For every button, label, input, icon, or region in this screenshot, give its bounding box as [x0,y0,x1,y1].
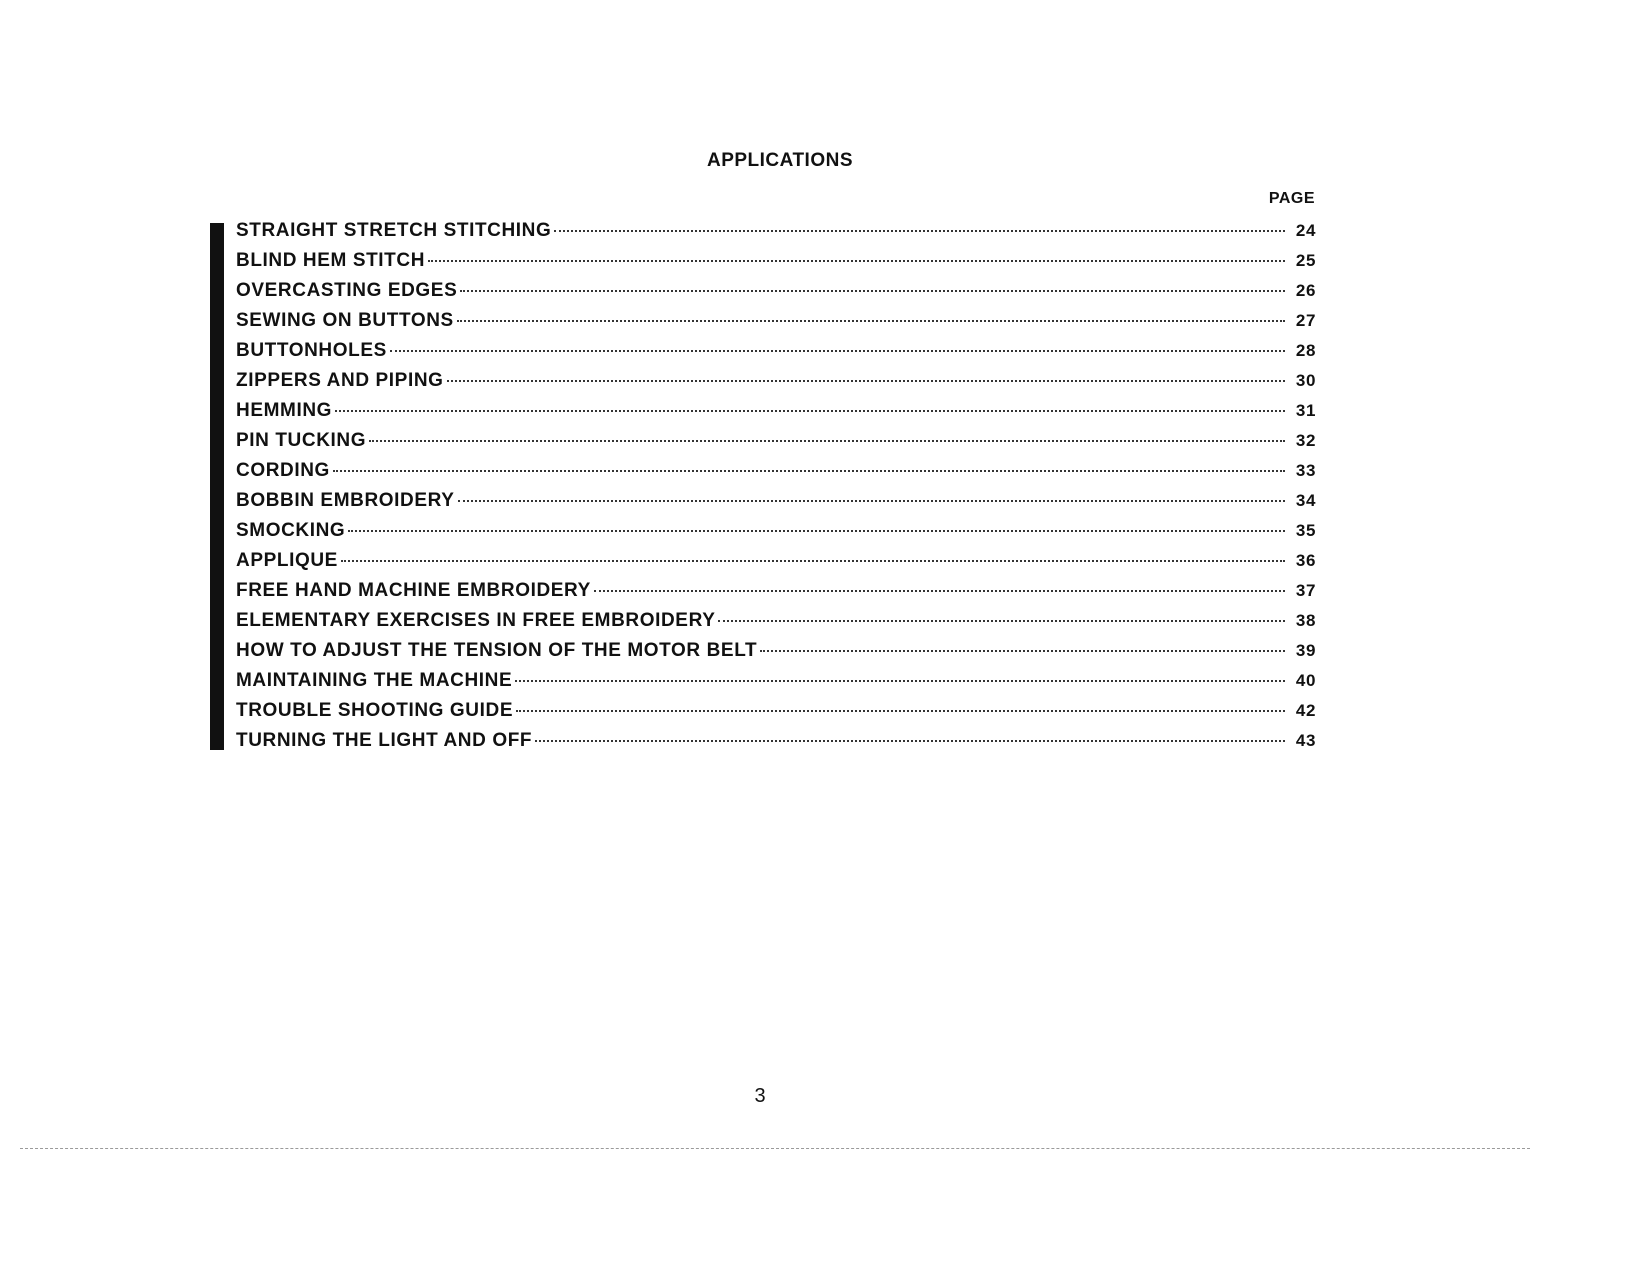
toc-entry-label: PIN TUCKING [236,430,367,451]
toc-entry-label: FREE HAND MACHINE EMBROIDERY [236,580,591,601]
toc-entry [236,280,1316,310]
toc-entry [236,520,1316,550]
toc-entry-label: APPLIQUE [236,550,338,571]
toc-entry [236,580,1316,610]
dot-leader [515,680,1285,682]
dot-leader [760,650,1285,652]
dot-leader [348,530,1285,532]
dot-leader [594,590,1285,592]
toc-entry-label: MAINTAINING THE MACHINE [236,670,513,691]
toc-entry [236,250,1316,280]
dot-leader [535,740,1285,742]
dot-leader [341,560,1285,562]
toc-entry-page: 30 [1295,371,1316,390]
dot-leader [458,500,1285,502]
toc-entry-page: 24 [1295,221,1316,240]
toc-entry-label: CORDING [236,460,330,481]
toc-entry [236,730,1316,760]
toc-entry [236,430,1316,460]
toc-entry-page: 35 [1295,521,1316,540]
toc-entry-page: 25 [1295,251,1316,270]
dot-leader [333,470,1285,472]
dot-leader [516,710,1285,712]
dot-leader [718,620,1285,622]
scan-artifact-line [20,1148,1530,1149]
dot-leader [369,440,1285,442]
toc-entry-page: 39 [1295,641,1316,660]
toc-entry [236,670,1316,700]
toc-entry-label: BUTTONHOLES [236,340,387,361]
toc-entry [236,400,1316,430]
toc-entry [236,550,1316,580]
toc-entry-page: 43 [1295,731,1316,750]
toc-entry-label: HEMMING [236,400,333,421]
dot-leader [447,380,1285,382]
toc-entry [236,610,1316,640]
toc-entry [236,700,1316,730]
dot-leader [428,260,1285,262]
toc-entry [236,310,1316,340]
page-title: APPLICATIONS [706,150,854,171]
dot-leader [335,410,1285,412]
toc-entry-label: BOBBIN EMBROIDERY [236,490,455,511]
toc-entry-label: HOW TO ADJUST THE TENSION OF THE MOTOR BELT [236,640,758,661]
toc-entry-page: 33 [1295,461,1316,480]
toc-entry-label: SEWING ON BUTTONS [236,310,454,331]
toc-entry [236,370,1316,400]
toc-entry-label: TROUBLE SHOOTING GUIDE [236,700,514,721]
toc-entry-page: 34 [1295,491,1316,510]
toc-entry-page: 38 [1295,611,1316,630]
toc-entry-page: 42 [1295,701,1316,720]
toc-entry-page: 32 [1295,431,1316,450]
toc-entry-label: SMOCKING [236,520,346,541]
toc-entry-label: OVERCASTING EDGES [236,280,458,301]
toc-entry-page: 40 [1295,671,1316,690]
dot-leader [457,320,1285,322]
toc-entry-page: 28 [1295,341,1316,360]
section-marker-bar [210,223,224,750]
toc-entry-label: STRAIGHT STRETCH STITCHING [236,220,552,241]
toc-entry [236,220,1316,250]
page-column-header: PAGE [1268,190,1315,207]
toc-entry-page: 27 [1295,311,1316,330]
toc-entry-page: 31 [1295,401,1316,420]
toc-entry-page: 36 [1295,551,1316,570]
toc-entry [236,460,1316,490]
toc-entry [236,640,1316,670]
toc-entry-page: 26 [1295,281,1316,300]
toc-entry [236,340,1316,370]
toc-entry [236,490,1316,520]
toc-entry-label: ELEMENTARY EXERCISES IN FREE EMBROIDERY [236,610,716,631]
toc-entry-label: TURNING THE LIGHT AND OFF [236,730,533,751]
dot-leader [554,230,1285,232]
toc-entry-page: 37 [1295,581,1316,600]
footer-page-number: 3 [754,1085,766,1107]
toc-entry-label: ZIPPERS AND PIPING [236,370,444,391]
table-of-contents [236,220,1316,760]
dot-leader [390,350,1285,352]
toc-entry-label: BLIND HEM STITCH [236,250,426,271]
dot-leader [460,290,1285,292]
